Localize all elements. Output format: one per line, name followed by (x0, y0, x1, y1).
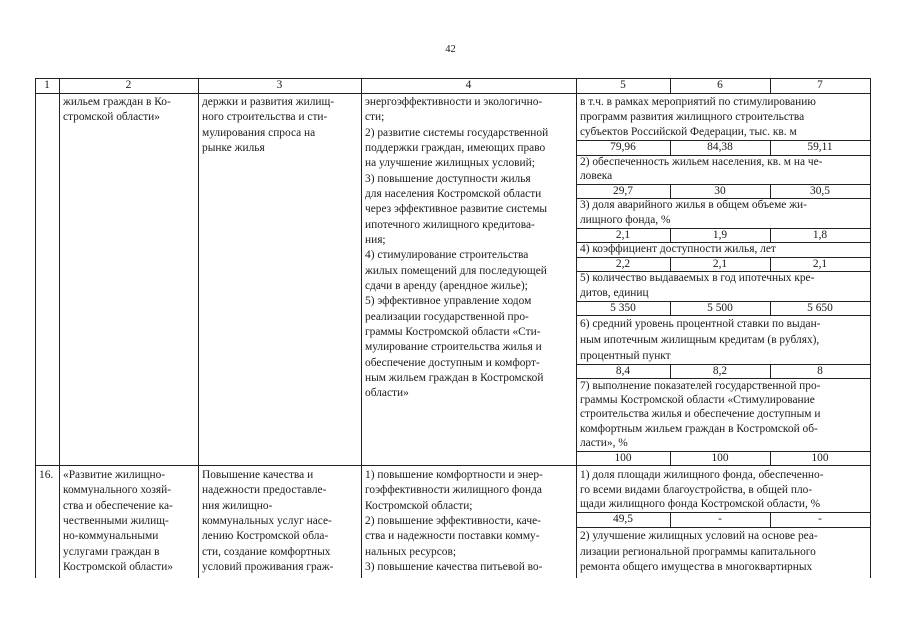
indicator-value: 49,5 (613, 513, 633, 525)
header-col-3: 3 (276, 79, 283, 91)
indicator-value: 5 500 (707, 302, 733, 314)
row16-col3-line: условий проживания граж- (202, 561, 334, 573)
cont-col4-line: реализации государственной про- (365, 311, 529, 323)
indicator-text: лизации региональной программы капитального (580, 546, 816, 558)
cont-col4-line: ным жильем граждан в Костромской (365, 372, 544, 384)
indicator-value: 5 350 (610, 302, 636, 314)
indicator-text: 7) выполнение показателей государственной про- (580, 380, 821, 392)
indicator-value: 84,38 (707, 141, 733, 153)
cont-col4-line: обеспечение доступным и комфорт- (365, 357, 540, 369)
indicator-value: 2,2 (615, 258, 631, 270)
indicator-text: 3) доля аварийного жилья в общем объеме жи- (580, 199, 807, 211)
indicator-value: 100 (614, 452, 632, 464)
header-col-7: 7 (817, 79, 823, 91)
indicator-text: дитов, единиц (580, 287, 649, 299)
cont-col4-line: 3) повышение доступности жилья (365, 173, 531, 185)
row16-col3-line: ния жилищно- (202, 500, 273, 512)
indicator-value: 8,4 (615, 365, 631, 377)
row16-col3-line: коммунальных услуг насе- (202, 515, 332, 527)
row16-col2-line: но-коммунальными (63, 530, 159, 542)
indicator-text: лищного фонда, % (580, 214, 671, 226)
row16-col4-line: 2) повышение эффективности, каче- (365, 515, 541, 527)
header-col-5: 5 (620, 79, 626, 91)
cont-col4-line: для населения Костромской области (365, 188, 542, 200)
cont-col4-line: сти; (365, 111, 385, 123)
cont-col4-line: поддержки граждан, имеющих право (365, 142, 546, 154)
indicator-text: программ развития жилищного строительства (580, 111, 805, 123)
row16-col4-line: ства и надежности поставки комму- (365, 530, 540, 542)
row16-col2-line: услугами граждан в (63, 546, 160, 558)
cont-col4-line: жилых помещений для последующей (365, 265, 547, 277)
indicator-value: - (718, 513, 722, 525)
indicator-text: ремонта общего имущества в многоквартирных (580, 561, 813, 573)
row16-col4-line: нальных ресурсов; (365, 546, 457, 558)
indicator-text: граммы Костромской области «Стимулирование (580, 394, 815, 406)
indicator-text: процентный пункт (580, 350, 671, 362)
indicator-text: 1) доля площади жилищного фонда, обеспеченно- (580, 469, 824, 481)
cont-col4-line: 5) эффективное управление ходом (365, 295, 532, 307)
indicator-value: 30,5 (810, 185, 830, 197)
indicator-value: 1,9 (712, 229, 728, 241)
cont-col3-line: ного строительства и сти- (202, 111, 328, 123)
indicator-value: 8,2 (712, 365, 728, 377)
indicator-value: 79,96 (610, 141, 636, 153)
header-col-1: 1 (44, 79, 50, 91)
row16-col4-line: 3) повышение качества питьевой во- (365, 561, 543, 573)
header-col-6: 6 (717, 79, 723, 91)
indicator-text: комфортным жильем граждан в Костромской об- (580, 423, 818, 435)
cont-col3-line: рынке жилья (202, 142, 265, 154)
indicator-value: 100 (811, 452, 829, 464)
row16-col3-line: надежности предоставле- (202, 484, 327, 496)
indicator-value: 5 650 (807, 302, 833, 314)
indicator-text: 4) коэффициент доступности жилья, лет (580, 243, 776, 255)
row16-col4-line: Костромской области; (365, 500, 473, 512)
header-col-2: 2 (125, 79, 132, 91)
cont-col4-line: мулирование строительства жилья и (365, 341, 542, 353)
indicator-text: 2) улучшение жилищных условий на основе реа- (580, 530, 818, 542)
row16-col2-line: коммунального хозяй- (63, 484, 171, 496)
row16-col4-line: гоэффективности жилищного фонда (365, 484, 542, 496)
indicator-text: ласти», % (580, 437, 628, 449)
cont-col4-line: 4) стимулирование строительства (365, 249, 529, 261)
indicator-value: 59,11 (807, 141, 833, 153)
indicator-text: щади жилищного фонда Костромской области, % (580, 498, 821, 510)
cont-col3-line: мулирования спроса на (202, 127, 316, 139)
indicator-value: 2,1 (712, 258, 728, 270)
cont-col4-line: граммы Костромской области «Сти- (365, 326, 541, 338)
row16-col2-line: «Развитие жилищно- (63, 469, 166, 481)
page-number: 42 (445, 44, 456, 55)
indicator-value: 100 (711, 452, 729, 464)
indicator-text: субъектов Российской Федерации, тыс. кв. м (580, 126, 797, 138)
cont-col4-line: ипотечного жилищного кредитова- (365, 219, 535, 231)
indicator-value: - (818, 513, 822, 525)
row16-col4-line: 1) повышение комфортности и энер- (365, 469, 543, 481)
indicator-value: 8 (817, 365, 823, 377)
indicator-text: в т.ч. в рамках мероприятий по стимулированию (580, 96, 816, 108)
row16-col3-line: сти, создание комфортных (202, 546, 331, 558)
row16-col3-line: лению Костромской обла- (202, 530, 329, 542)
row16-col2-line: ства и обеспечение ка- (63, 500, 173, 512)
cont-col4-line: 2) развитие системы государственной (365, 127, 549, 139)
cont-col4-line: области» (365, 387, 409, 399)
row16-col2-line: Костромской области» (63, 561, 173, 573)
cont-col4-line: сдачи в аренду (арендное жилье); (365, 280, 528, 292)
indicator-text: ловека (580, 170, 613, 182)
indicator-value: 29,7 (613, 185, 633, 197)
cont-col4-line: через эффективное развитие системы (365, 203, 548, 215)
indicator-value: 2,1 (615, 229, 631, 241)
cont-col2-line: жильем граждан в Ко- (63, 96, 171, 108)
indicator-value: 30 (714, 185, 726, 197)
cont-col2-line: стромской области» (63, 111, 160, 123)
row16-col3-line: Повышение качества и (202, 469, 314, 481)
indicator-text: строительства жилья и обеспечение доступным и (580, 408, 821, 420)
indicator-value: 1,8 (812, 229, 828, 241)
indicator-value: 2,1 (812, 258, 828, 270)
indicator-text: 6) средний уровень процентной ставки по выдан- (580, 318, 821, 330)
row16-col2-line: чественными жилищ- (63, 515, 169, 527)
indicator-text: 5) количество выдаваемых в год ипотечных кре- (580, 272, 815, 284)
indicator-text: го всеми видами благоустройства, в общей пло- (580, 484, 813, 496)
cont-col4-line: на улучшение жилищных условий; (365, 157, 535, 169)
cont-col4-line: энергоэффективности и экологично- (365, 96, 543, 108)
header-col-4: 4 (465, 79, 472, 91)
cont-col3-line: держки и развития жилищ- (202, 96, 335, 108)
cont-col4-line: ния; (365, 234, 386, 246)
indicator-text: 2) обеспеченность жильем населения, кв. м на че- (580, 156, 823, 168)
indicator-text: ным ипотечным жилищным кредитам (в рублях), (580, 334, 820, 346)
row-number: 16. (39, 469, 54, 481)
